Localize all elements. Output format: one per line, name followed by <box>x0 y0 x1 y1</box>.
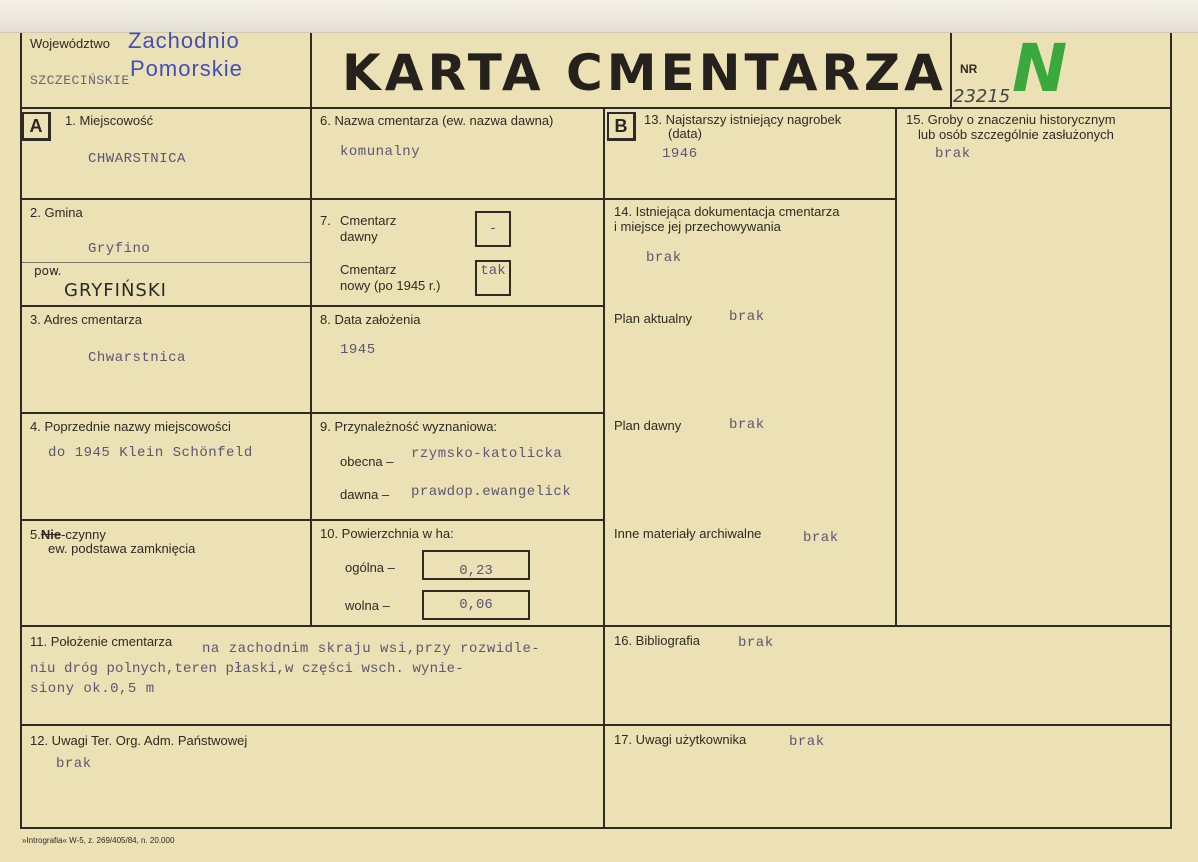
nr-value: 23215 <box>953 86 1011 107</box>
f10-label: 10. Powierzchnia w ha: <box>320 526 454 541</box>
f5-label-rest: -czynny <box>61 527 106 542</box>
f5-label <box>30 527 106 542</box>
section-b-marker: B <box>607 112 636 141</box>
wojewodztwo-typed: SZCZECIŃSKIE <box>30 73 130 88</box>
archive-label: Inne materiały archiwalne <box>614 526 762 541</box>
f14-label-2: i miejsce jej przechowywania <box>614 219 781 234</box>
f8-label: 8. Data założenia <box>320 312 421 327</box>
col-sep-3 <box>895 107 897 627</box>
f12-value: brak <box>56 756 92 772</box>
wojewodztwo-label: Województwo <box>30 36 110 51</box>
f8-value: 1945 <box>340 342 376 358</box>
f15-label-2: lub osób szczególnie zasłużonych <box>918 127 1114 142</box>
printer-imprint: »Intrografia« W-5, z. 269/405/84, n. 20.000 <box>22 836 175 845</box>
f5-crossed-word: Nie <box>40 527 62 542</box>
row-divider-4 <box>20 519 605 521</box>
f10-free-label: wolna – <box>345 598 390 613</box>
f7-new-box: tak <box>475 260 511 296</box>
wojewodztwo-stamp-line2: Pomorskie <box>130 56 243 81</box>
f5-label-prefix: 5. <box>30 527 41 542</box>
plan-former-label: Plan dawny <box>614 418 682 433</box>
f13-value: 1946 <box>662 146 698 162</box>
f5-label-line2: ew. podstawa zamknięcia <box>48 541 196 556</box>
f7-old-box: - <box>475 211 511 247</box>
f16-value: brak <box>738 635 774 651</box>
f7-new-label-2: nowy (po 1945 r.) <box>340 278 441 293</box>
b-row-divider <box>603 198 897 200</box>
frame-left <box>20 33 22 829</box>
row-divider-1 <box>20 198 605 200</box>
f15-value: brak <box>935 146 971 162</box>
f2-value: Gryfino <box>88 241 151 257</box>
row-divider-3 <box>20 412 605 414</box>
plan-current-label: Plan aktualny <box>614 311 693 326</box>
f11-line2: niu dróg polnych,teren płaski,w części wsch. wynie- <box>30 661 464 677</box>
header-sep-2 <box>950 33 952 108</box>
plan-former-value: brak <box>729 417 765 433</box>
f16-label: 16. Bibliografia <box>614 633 700 648</box>
f9-former-label: dawna – <box>340 487 390 502</box>
f1-label: 1. Miejscowość <box>65 113 154 128</box>
f2-label: 2. Gmina <box>30 205 83 220</box>
frame-right <box>1170 33 1172 829</box>
f13-label-2: (data) <box>668 126 702 141</box>
f17-value: brak <box>789 734 825 750</box>
nr-mark-check: N <box>1012 30 1068 107</box>
f13-label-1: 13. Najstarszy istniejący nagrobek <box>644 112 842 127</box>
header-sep-1 <box>310 33 312 108</box>
wojewodztwo-stamp-line1: Zachodnio <box>128 28 240 53</box>
f11-line3: siony ok.0,5 m <box>30 681 155 697</box>
f9-current-value: rzymsko-katolicka <box>411 446 563 462</box>
frame-bottom <box>20 827 1172 829</box>
col-sep-1 <box>310 107 312 627</box>
gmina-underline <box>22 262 310 263</box>
f2-pow-label: pow. <box>34 264 62 278</box>
f6-label: 6. Nazwa cmentarza (ew. nazwa dawna) <box>320 113 554 128</box>
row-divider-5 <box>20 625 1172 627</box>
page-title: KARTA CMENTARZA <box>342 44 947 102</box>
f4-label: 4. Poprzednie nazwy miejscowości <box>30 419 231 434</box>
f2-pow-value: GRYFIŃSKI <box>64 280 167 301</box>
f14-value: brak <box>646 250 682 266</box>
f15-label-1: 15. Groby o znaczeniu historycznym <box>906 112 1116 127</box>
f7-old-label-2: dawny <box>340 229 378 244</box>
f11-label: 11. Położenie cmentarza <box>30 634 173 649</box>
col-sep-2 <box>603 107 605 829</box>
f7-old-label-1: Cmentarz <box>340 213 397 228</box>
row-divider-2 <box>20 305 605 307</box>
f3-label: 3. Adres cmentarza <box>30 312 142 327</box>
f9-label: 9. Przynależność wyznaniowa: <box>320 419 498 434</box>
section-a-marker: A <box>22 112 51 141</box>
f6-value: komunalny <box>340 144 421 160</box>
f4-value: do 1945 Klein Schönfeld <box>48 445 253 461</box>
f10-free-box: 0,06 <box>422 590 530 620</box>
f12-label: 12. Uwagi Ter. Org. Adm. Państwowej <box>30 733 248 748</box>
f7-new-label-1: Cmentarz <box>340 262 397 277</box>
f1-value: CHWARSTNICA <box>88 151 186 167</box>
row-divider-6 <box>20 724 1172 726</box>
header-divider <box>20 107 1172 109</box>
f9-current-label: obecna – <box>340 454 394 469</box>
f7-label: 7. <box>320 213 331 228</box>
f9-former-value: prawdop.ewangelick <box>411 484 572 500</box>
f3-value: Chwarstnica <box>88 350 186 366</box>
f11-line1: na zachodnim skraju wsi,przy rozwidle- <box>202 641 541 657</box>
archive-value: brak <box>803 530 839 546</box>
f17-label: 17. Uwagi użytkownika <box>614 732 747 747</box>
nr-label: NR <box>960 62 978 76</box>
plan-current-value: brak <box>729 309 765 325</box>
f10-total-label: ogólna – <box>345 560 395 575</box>
f14-label-1: 14. Istniejąca dokumentacja cmentarza <box>614 204 840 219</box>
f10-total-box: 0,23 <box>422 550 530 580</box>
